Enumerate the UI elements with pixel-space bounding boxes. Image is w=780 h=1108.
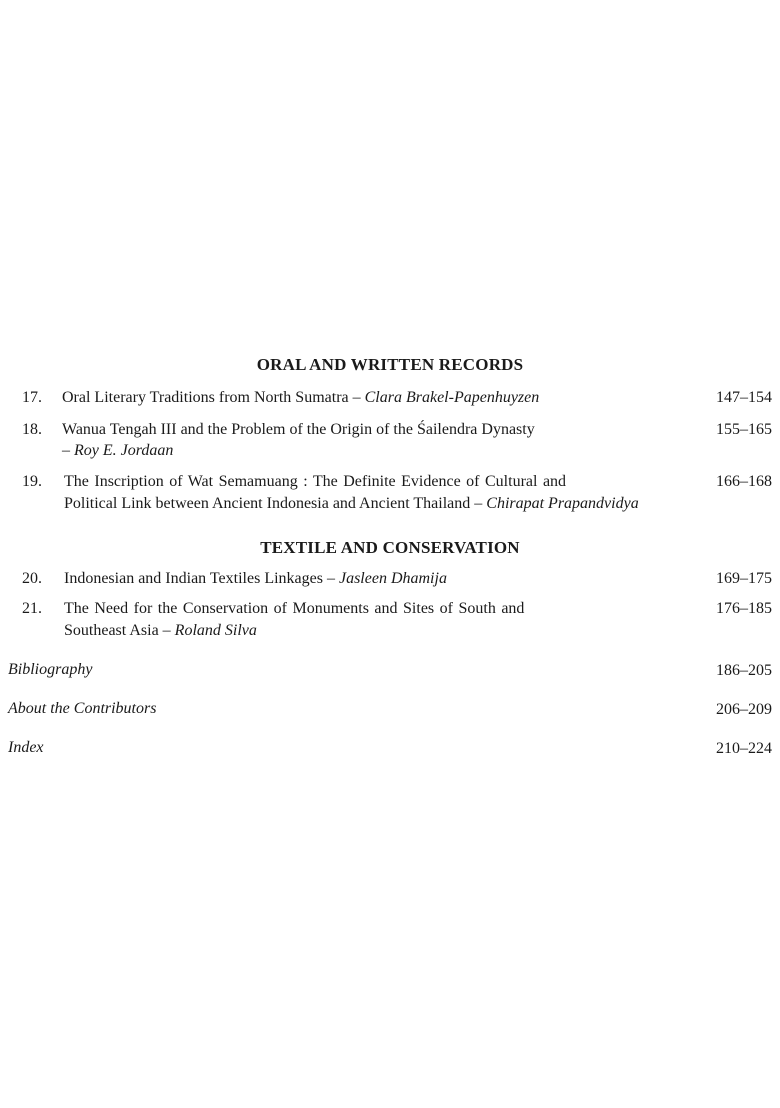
entry-pages: 147–154 [716, 389, 772, 406]
index-label: Index [8, 739, 44, 756]
section-heading-textile-conservation: TEXTILE AND CONSERVATION [260, 538, 520, 557]
entry-author: Roland Silva [174, 622, 257, 639]
entry-pages: 169–175 [716, 570, 772, 587]
entry-title-line-2 [64, 495, 639, 513]
entry-pages: 155–165 [716, 421, 772, 438]
entry-author: Clara Brakel-Papenhuyzen [364, 389, 540, 406]
separator-dash: – [470, 495, 487, 512]
entry-title-line-1: The Need for the Conservation of Monuments and Sites of South and [64, 600, 525, 617]
entry-title-line-2 [64, 622, 257, 640]
about-contributors-pages: 206–209 [716, 701, 772, 718]
entry-pages: 166–168 [716, 473, 772, 490]
entry-title-line [62, 389, 539, 407]
entry-title: Southeast Asia [64, 622, 159, 639]
separator-dash: – [348, 389, 365, 406]
section-heading-oral-written-records: ORAL AND WRITTEN RECORDS [256, 355, 524, 374]
separator-dash: – [158, 622, 175, 639]
entry-number: 17. [22, 389, 42, 406]
entry-title-line-1: The Inscription of Wat Semamuang : The Definite Evidence of Cultural and [64, 473, 567, 490]
entry-pages: 176–185 [716, 600, 772, 617]
entry-title: Indonesian and Indian Textiles Linkages [64, 570, 323, 587]
entry-author: Roy E. Jordaan [74, 442, 174, 459]
entry-author: Chirapat Prapandvidya [486, 495, 639, 512]
entry-number: 18. [22, 421, 42, 438]
entry-title: Wanua Tengah III and the Problem of the Origin of the Śailendra Dynasty [62, 421, 535, 438]
separator-dash: – [62, 442, 74, 459]
entry-title: Political Link between Ancient Indonesia and Ancient Thailand [64, 495, 471, 512]
entry-number: 21. [22, 600, 42, 617]
entry-title-line [64, 570, 447, 588]
index-pages: 210–224 [716, 740, 772, 757]
entry-title: Oral Literary Traditions from North Sumatra [62, 389, 349, 406]
bibliography-pages: 186–205 [716, 662, 772, 679]
entry-number: 19. [22, 473, 42, 490]
bibliography-label: Bibliography [8, 661, 93, 678]
separator-dash: – [322, 570, 339, 587]
entry-number: 20. [22, 570, 42, 587]
entry-author-line [62, 442, 173, 460]
entry-author: Jasleen Dhamija [338, 570, 447, 587]
about-contributors-label: About the Contributors [8, 700, 157, 717]
